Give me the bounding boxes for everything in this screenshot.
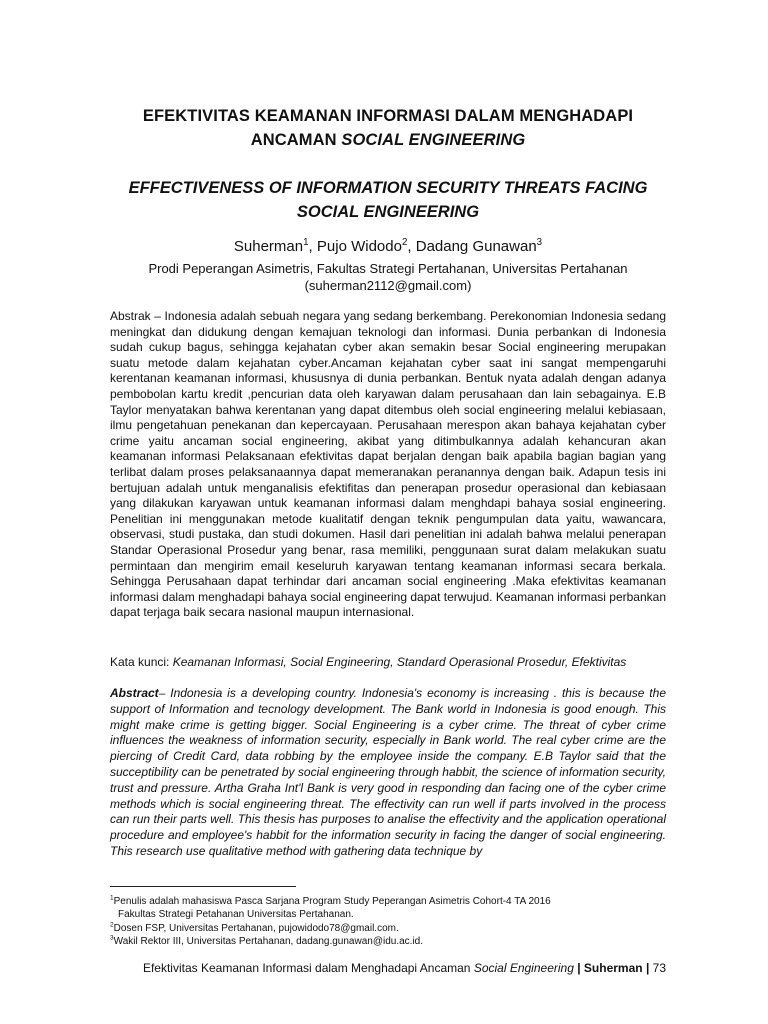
title-indonesian: [110, 104, 666, 152]
footnote-2-text: Dosen FSP, Universitas Pertahanan, pujowidodo78@gmail.com.: [113, 922, 399, 934]
abstract-en-text: – Indonesia is a developing country. Indonesia's economy is increasing . this is because the support of Information and tecnology development. The Bank world in Indonesia is good enough. This might make crime is getting bigger. Social Engineering is a cyber crime. The threat of cyber crime influences the weakness of information security, especially in Bank world. The real cyber crime are the piercing of Credit Card, data robbing by the employee inside the company. E.B Taylor said that the succeptibility can be penetrated by social engineering through habbit, the science of information security, trust and pressure. Artha Graha Int'l Bank is very good in responding dan facing one of the cyber crime methods which is social engineering threat. The effectivity can run well if parts involved in the process can run their parts well. This thesis has purposes to analise the effectivity and the application operational procedure and employee's habbit for the information security in facing the danger of social engineering. This research use qualitative method with gathering data technique by: [110, 686, 666, 858]
keywords-label: Kata kunci:: [110, 655, 173, 669]
author-3-mark: 3: [536, 237, 543, 248]
author-sep: ,: [308, 238, 317, 255]
abstract-english: [110, 686, 666, 860]
title-en-line2: SOCIAL ENGINEERING: [296, 203, 480, 221]
running-footer: [143, 960, 666, 976]
title-en-line1: EFFECTIVENESS OF INFORMATION SECURITY THREATS FACING: [128, 179, 648, 197]
footnote-2-mark: 2: [110, 921, 114, 929]
running-footer-title: Efektivitas Keamanan Informasi dalam Menghadapi Ancaman: [142, 961, 474, 975]
footnote-3-text: Wakil Rektor III, Universitas Pertahanan, dadang.gunawan@idu.ac.id.: [113, 936, 424, 948]
affiliation-line1: Prodi Peperangan Asimetris, Fakultas Strategi Pertahanan, Universitas Pertahanan: [148, 261, 628, 276]
author-1-mark: 1: [303, 237, 309, 248]
title-english: [110, 176, 666, 224]
footnotes: [110, 895, 666, 949]
title-id-line1: EFEKTIVITAS KEAMANAN INFORMASI DALAM MENGHADAPI: [142, 107, 634, 125]
running-footer-separator: |: [573, 961, 584, 975]
footnote-3-mark: 3: [110, 934, 114, 942]
footnote-1-line1: Penulis adalah mahasiswa Pasca Sarjana Program Study Peperangan Asimetris Cohort-4 TA 2016: [113, 896, 551, 907]
running-footer-separator: |: [642, 961, 653, 975]
footnote-1-mark: 1: [110, 894, 114, 902]
author-2-mark: 2: [401, 237, 408, 248]
title-id-line2: [110, 128, 666, 152]
author-1: Suherman: [233, 238, 304, 255]
keywords: [110, 655, 666, 671]
page-number: 73: [652, 961, 666, 975]
title-id-line2-italic: SOCIAL ENGINEERING: [341, 131, 526, 149]
title-id-line2-prefix: ANCAMAN: [250, 131, 342, 149]
footnote-3: [110, 935, 666, 948]
abstract-en-label: Abstract: [110, 686, 159, 700]
abstract-indonesian: Abstrak – Indonesia adalah sebuah negara yang sedang berkembang. Perekonomian Indonesia sedang meningkat dan didukung dengan kemajuan teknologi dan informasi. Dunia perbankan di Indonesia sudah cukup bagus, sehingga kejahatan cyber akan semakin besar Social engineering merupakan suatu metode dalam kejahatan cyber.Ancaman kejahatan cyber saat ini sangat mempengaruhi kerentanan keamanan informasi, khususnya di dunia perbankan. Bentuk nyata adalah dengan adanya pembobolan kartu kredit ,pencurian data oleh karyawan dalam perusahaan dan lain sebagainya. E.B Taylor menyatakan bahwa kerentanan yang dapat ditembus oleh social engineering melalui kebiasaan, ilmu pengetahuan penekanan dan kepercayaan. Perusahaan merespon akan bahaya kejahatan cyber crime yaitu ancaman social engineering, akibat yang ditimbulkannya adalah kehancuran akan keamanan informasi Pelaksanaan efektivitas dapat berjalan dengan baik apabila bagian bagian yang terlibat dalam proses pelaksanaannya dapat memeranakan peranannya dengan baik. Adapun tesis ini bertujuan adalah untuk menganalisis efektifitas dan penerapan prosedur operasional dan kebiasaan yang dilakukan karyawan untuk keamanan informasi dalam menghdapi bahaya sosial engineering. Penelitian ini menggunakan metode kualitatif dengan teknik pengumpulan data yaitu, wawancara, observasi, studi pustaka, dan studi dokumen. Hasil dari penelitian ini adalah bahwa melalui penerapan Standar Operasional Prosedur yang benar, rasa memiliki, penggunaan surat dalam melakukan suatu permintaan dan mengirim email keseluruh karyawan tentang keamanan informasi secara berkala. Sehingga Perusahaan dapat terhindar dari ancaman social engineering .Maka efektivitas keamanan informasi dalam menghadapi bahaya social engineering dapat terwujud. Keamanan informasi perbankan dapat terjaga baik secara nasional maupun internasional.: [110, 309, 666, 620]
keywords-value: Keamanan Informasi, Social Engineering, Standard Operasional Prosedur, Efektivitas: [172, 655, 627, 669]
author-sep: ,: [407, 238, 416, 255]
affiliation-email: (suherman2112@gmail.com): [304, 278, 472, 293]
author-3: Dadang Gunawan: [415, 238, 537, 255]
footnote-2: [110, 922, 666, 935]
affiliation: [110, 260, 666, 294]
footnote-1-continued: Fakultas Strategi Petahanan Universitas Pertahanan.: [118, 909, 354, 921]
footnote-1: [110, 895, 666, 908]
running-footer-title-italic: Social Engineering: [473, 961, 574, 975]
author-2: Pujo Widodo: [316, 238, 402, 255]
footnote-divider: [110, 886, 296, 887]
running-footer-author: Suherman: [583, 961, 643, 975]
author-list: [110, 237, 666, 257]
